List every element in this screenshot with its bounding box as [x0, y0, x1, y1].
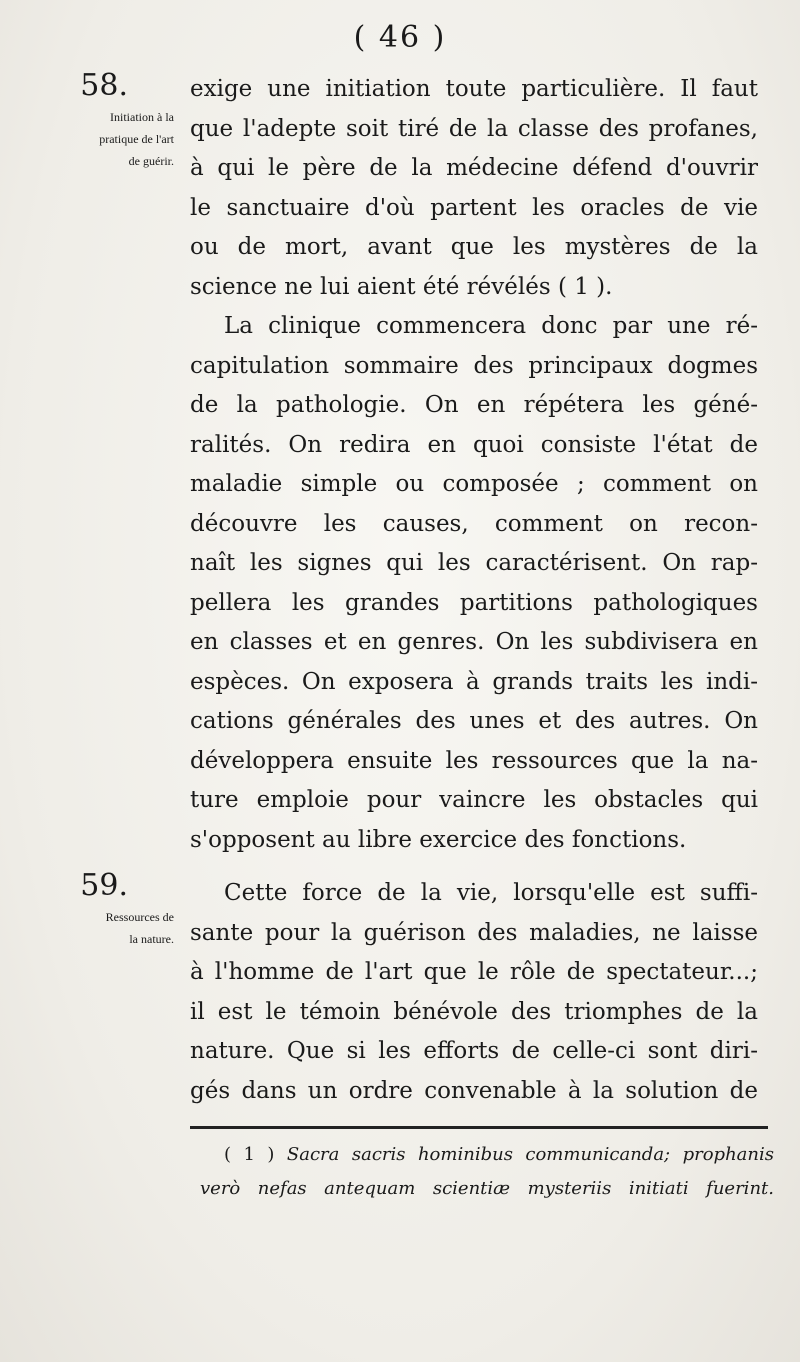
- text-line: Cette force de la vie, lorsqu'elle est suffi-: [224, 880, 758, 906]
- footnote-line: [224, 1138, 774, 1172]
- section-number: 58.: [80, 68, 128, 103]
- text-line: découvre les causes, comment on recon-: [190, 510, 758, 537]
- text-line: à l'homme de l'art que le rôle de spectateur...;: [190, 959, 758, 985]
- footnote-divider: [190, 1126, 768, 1129]
- text-line: gés dans un ordre convenable à la solution de: [190, 1077, 758, 1104]
- text-line: que l'adepte soit tiré de la classe des profanes,: [190, 115, 758, 142]
- text-line: ture emploie pour vaincre les obstacles qui: [190, 787, 758, 813]
- paragraph-59: [190, 874, 758, 1111]
- text-line: sante pour la guérison des maladies, ne laisse: [190, 919, 758, 946]
- text-line: de la pathologie. On en répétera les géné-: [190, 392, 758, 418]
- text-line: capitulation sommaire des principaux dogmes: [190, 352, 758, 379]
- text-line: nature. Que si les efforts de celle-ci sont diri-: [190, 1038, 758, 1064]
- section-number: 59.: [80, 868, 128, 903]
- text-line: s'opposent au libre exercice des fonctions.: [190, 826, 687, 853]
- text-line: le sanctuaire d'où partent les oracles de vie: [190, 194, 758, 221]
- footnote: [200, 1138, 774, 1206]
- margin-note-line: de guérir.: [128, 154, 174, 168]
- text-line: naît les signes qui les caractérisent. On rap-: [190, 550, 758, 576]
- page-number: ( 46 ): [353, 20, 447, 55]
- text-line: à qui le père de la médecine défend d'ouvrir: [190, 155, 758, 181]
- margin-note-line: Initiation à la: [110, 110, 174, 124]
- text-line: il est le témoin bénévole des triomphes de la: [190, 998, 758, 1025]
- text-line: La clinique commencera donc par une ré-: [224, 313, 758, 339]
- footnote-text: Sacra sacris hominibus communicanda; prophanis: [286, 1144, 774, 1165]
- text-line: exige une initiation toute particulière. Il faut: [190, 76, 758, 102]
- text-line: maladie simple ou composée ; comment on: [190, 471, 758, 497]
- text-line: en classes et en genres. On les subdivisera en: [190, 629, 758, 655]
- margin-note-line: Ressources de: [105, 910, 174, 924]
- text-line: espèces. On exposera à grands traits les indi-: [190, 668, 758, 695]
- paragraph-clinique: [190, 307, 758, 860]
- text-line: ralités. On redira en quoi consiste l'état de: [190, 431, 758, 458]
- footnote-line: verò nefas antequam scientiæ mysteriis initiati fuerint.: [200, 1178, 774, 1199]
- paragraph-58: [190, 70, 758, 307]
- text-line: développera ensuite les ressources que la na-: [190, 747, 758, 774]
- margin-note-58: [0, 66, 178, 172]
- text-line: cations générales des unes et des autres. On: [190, 708, 758, 734]
- margin-note-line: la nature.: [129, 932, 174, 946]
- text-line: ou de mort, avant que les mystères de la: [190, 234, 758, 260]
- text-line: science ne lui aient été révélés ( 1 ).: [190, 273, 613, 300]
- footnote-marker: ( 1 ): [224, 1144, 275, 1165]
- margin-note-line: pratique de l'art: [99, 132, 174, 146]
- margin-note-59: [0, 866, 178, 950]
- text-line: pellera les grandes partitions pathologiques: [190, 589, 758, 616]
